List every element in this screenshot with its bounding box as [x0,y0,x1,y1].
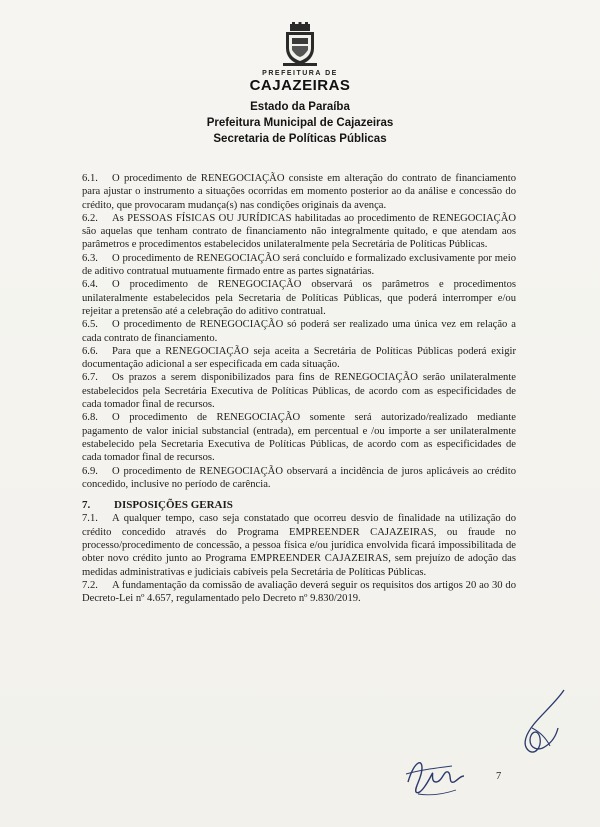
margin-signature-icon [512,688,572,758]
clause-6-2: 6.2. As PESSOAS FÍSICAS OU JURÍDICAS habilitadas ao procedimento de RENEGOCIAÇÃO são aquelas que tenham contrato de financiamento não integralmente quitado, e que atendam aos parâmetros e procedimentos estabelecidos unilateralmente pela Secretária de Políticas Públicas. [82,212,516,251]
logo-prefeitura-label: PREFEITURA DE [262,70,338,77]
logo-city-name: CAJAZEIRAS [249,77,351,94]
clause-6-7: 6.7. Os prazos a serem disponibilizados para fins de RENEGOCIAÇÃO serão unilateralmente estabelecidos pela Secretária Executiva de Políticas Públicas, de acordo com as especificidades de cada tomador final de recursos. [82,372,516,411]
clause-7-1: 7.1. A qualquer tempo, caso seja constatado que ocorreu desvio de finalidade na utilização do crédito concedido através do Programa EMPREENDER CAJAZEIRAS, ou fraude no processo/procedimento de concessão, a pessoa física e/ou jurídica envolvida ficará impossibilitada de obter novo crédito junto ao Programa EMPREENDER CAJAZEIRAS, sem prejuízo de adoção das medidas administrativas e judiciais cabíveis pela Secretária de Políticas Públicas. [82,513,516,578]
clause-6-5: 6.5. O procedimento de RENEGOCIAÇÃO só poderá ser realizado uma única vez em relação a cada contrato de financiamento. [82,319,516,344]
clause-6-4: 6.4. O procedimento de RENEGOCIAÇÃO observará os parâmetros e procedimentos unilateralmente estabelecidos pela Secretaria de Políticas Públicas, que poderá interromper e/ou rejeitar a pretensão até a celebração do aditivo contratual. [82,279,516,317]
clause-6-8: 6.8. O procedimento de RENEGOCIAÇÃO somente será autorizado/realizado mediante pagamento de valor inicial substancial (entrada), em percentual e /ou importe a ser unilateralmente estabelecido pela Secretaria Executiva de Políticas Públicas, de acordo com as especificidades de cada tomador final de recursos. [82,412,516,464]
header-secretaria: Secretaria de Políticas Públicas [213,133,387,145]
initials-signature-icon [400,752,470,800]
clause-7-2: 7.2. A fundamentação da comissão de avaliação deverá seguir os requisitos dos artigos 20 ao 30 do Decreto-Lei nº 4.657, regulamentado pelo Decreto nº 9.830/2019. [82,579,516,605]
document-body [82,172,516,606]
municipal-crest-icon [283,22,317,66]
clause-6-9: 6.9. O procedimento de RENEGOCIAÇÃO observará a incidência de juros aplicáveis ao crédito concedido, inclusive no período de carência. [82,465,516,490]
clause-6-6: 6.6. Para que a RENEGOCIAÇÃO seja aceita a Secretária de Políticas Públicas poderá exigir documentação adicional a ser especificada em cada situação. [82,345,516,371]
clause-6-1: 6.1. O procedimento de RENEGOCIAÇÃO consiste em alteração do contrato de financiamento para ajustar o instrumento a situações ocorridas em momento posterior ao da análise e concessão do crédito, que provocaram mudança(s) nas condições originais da avença. [82,173,516,211]
header-state: Estado da Paraíba [250,101,350,113]
clause-6-3: 6.3. O procedimento de RENEGOCIAÇÃO será concluído e formalizado exclusivamente por meio de aditivo contratual mutuamente firmado entre as partes signatárias. [82,252,516,278]
header-prefeitura: Prefeitura Municipal de Cajazeiras [206,117,394,129]
page-number: 7 [496,771,502,782]
section-7-heading: 7. DISPOSIÇÕES GERAIS [82,499,233,512]
